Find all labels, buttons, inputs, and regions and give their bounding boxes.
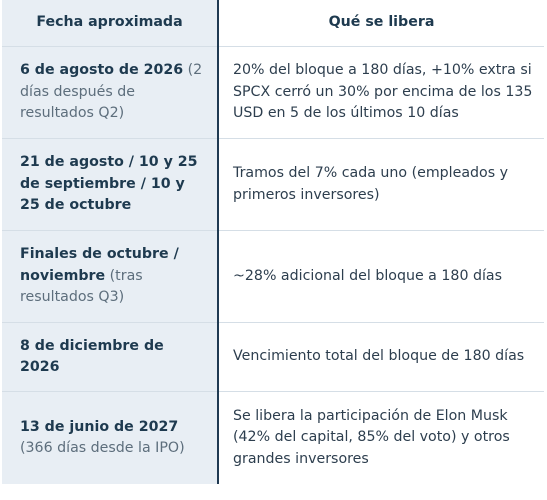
release-cell: 20% del bloque a 180 días, +10% extra si SPCX cerró un 30% por encima de los 135 USD en 5 de los últimos 10 días bbox=[218, 47, 544, 139]
date-primary: 6 de agosto de 2026 bbox=[20, 62, 184, 79]
release-cell: ~28% adicional del bloque a 180 días bbox=[218, 231, 544, 323]
date-primary: Finales de octubre / noviembre bbox=[20, 246, 179, 284]
table-row bbox=[2, 323, 544, 392]
date-cell bbox=[2, 392, 218, 485]
release-cell: Tramos del 7% cada uno (empleados y primeros inversores) bbox=[218, 139, 544, 231]
date-primary: 13 de junio de 2027 bbox=[20, 418, 179, 435]
date-primary: 8 de diciembre de 2026 bbox=[20, 337, 164, 375]
release-cell: Vencimiento total del bloque de 180 días bbox=[218, 323, 544, 392]
table-body bbox=[2, 47, 544, 485]
date-cell bbox=[2, 323, 218, 392]
table-header bbox=[2, 0, 544, 47]
date-cell bbox=[2, 231, 218, 323]
date-cell bbox=[2, 47, 218, 139]
date-note: (2 días después de resultados Q2) bbox=[20, 62, 203, 122]
header-row bbox=[2, 0, 544, 47]
table-row bbox=[2, 139, 544, 231]
table-row bbox=[2, 392, 544, 485]
date-primary: 21 de agosto / 10 y 25 de septiembre / 10 y 25 de octubre bbox=[20, 154, 198, 214]
date-note: (tras resultados Q3) bbox=[20, 267, 143, 306]
date-cell bbox=[2, 139, 218, 231]
table-row bbox=[2, 47, 544, 139]
column-header-date: Fecha aproximada bbox=[2, 0, 218, 47]
date-note: (366 días desde la IPO) bbox=[20, 440, 185, 456]
release-cell: Se libera la participación de Elon Musk (42% del capital, 85% del voto) y otros grandes inversores bbox=[218, 392, 544, 485]
column-header-release: Qué se libera bbox=[218, 0, 544, 47]
table-row bbox=[2, 231, 544, 323]
lockup-schedule-table bbox=[2, 0, 544, 484]
